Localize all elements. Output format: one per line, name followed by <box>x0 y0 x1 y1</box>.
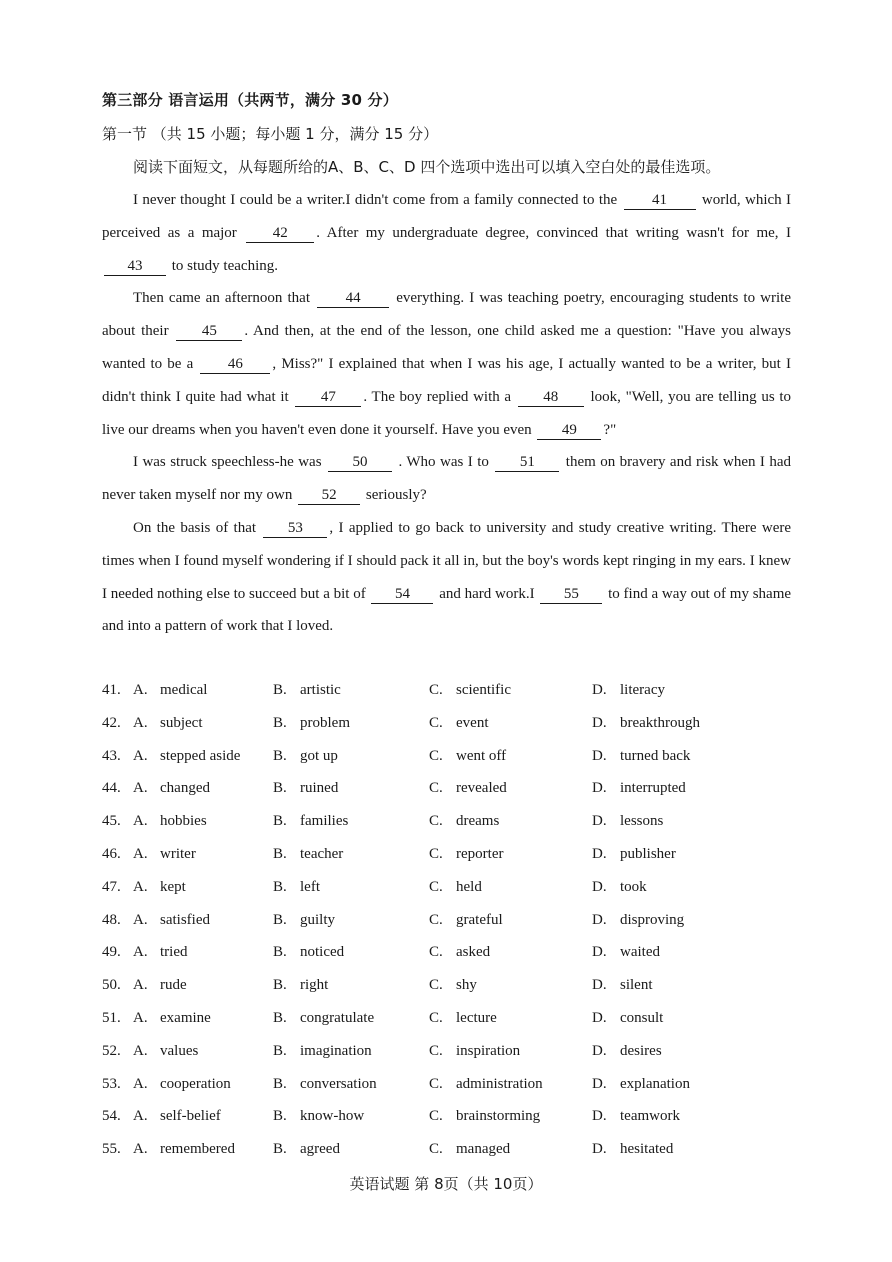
option-row <box>102 906 802 939</box>
option-b-text: problem <box>300 714 350 731</box>
blank-46: 46 <box>200 356 270 374</box>
option-row <box>102 1004 802 1037</box>
option-c-text: asked <box>456 944 491 961</box>
option-letter-c: C. <box>429 714 443 731</box>
option-letter-d: D. <box>592 845 607 862</box>
question-number: 41. <box>102 682 121 698</box>
option-letter-a: A. <box>133 1108 148 1125</box>
option-d-text: explanation <box>620 1075 690 1092</box>
option-c-text: shy <box>456 977 477 994</box>
option-letter-d: D. <box>592 1141 607 1158</box>
option-letter-b: B. <box>273 747 287 764</box>
passage-text: ?" <box>603 421 617 438</box>
option-a-text: remembered <box>160 1141 235 1158</box>
blank-43: 43 <box>104 258 166 276</box>
option-a-text: medical <box>160 682 208 698</box>
option-d-text: turned back <box>620 747 691 764</box>
question-number: 54. <box>102 1108 121 1125</box>
option-letter-d: D. <box>592 714 607 731</box>
option-d-text: hesitated <box>620 1141 674 1158</box>
option-letter-d: D. <box>592 878 607 895</box>
option-b-text: imagination <box>300 1042 372 1059</box>
passage-text: , I applied to go back to university and study creative writing. There were times when I found myself wondering if I should pack it all in, but the boy's words kept ringing in my ears. I knew I needed nothing else to succeed but a bit of <box>102 519 792 602</box>
blank-42: 42 <box>246 225 314 243</box>
option-letter-c: C. <box>429 747 443 764</box>
option-a-text: cooperation <box>160 1075 231 1092</box>
option-a-text: values <box>160 1042 199 1059</box>
option-b-text: conversation <box>300 1075 377 1092</box>
blank-52: 52 <box>298 487 360 505</box>
option-a-text: kept <box>160 878 186 895</box>
option-letter-d: D. <box>592 977 607 994</box>
option-letter-b: B. <box>273 911 287 928</box>
option-letter-c: C. <box>429 780 443 797</box>
option-a-text: stepped aside <box>160 747 241 764</box>
option-c-text: revealed <box>456 780 507 797</box>
option-letter-c: C. <box>429 1009 443 1026</box>
option-letter-a: A. <box>133 747 148 764</box>
option-row <box>102 971 802 1004</box>
passage-text: . The boy replied with a <box>363 388 512 405</box>
option-letter-c: C. <box>429 682 443 698</box>
option-row <box>102 1070 802 1103</box>
blank-54: 54 <box>371 586 433 604</box>
question-number: 42. <box>102 714 121 731</box>
option-row <box>102 807 802 840</box>
option-letter-a: A. <box>133 845 148 862</box>
option-letter-b: B. <box>273 1042 287 1059</box>
passage-paragraph-2 <box>102 282 791 446</box>
option-b-text: families <box>300 813 349 830</box>
option-a-text: changed <box>160 780 210 797</box>
option-c-text: scientific <box>456 682 511 698</box>
option-b-text: noticed <box>300 944 345 961</box>
option-c-text: managed <box>456 1141 511 1158</box>
question-number: 43. <box>102 747 121 764</box>
option-letter-a: A. <box>133 977 148 994</box>
option-row <box>102 840 802 873</box>
question-number: 53. <box>102 1075 121 1092</box>
option-d-text: interrupted <box>620 780 686 797</box>
option-letter-c: C. <box>429 911 443 928</box>
blank-53: 53 <box>263 520 327 538</box>
option-row <box>102 676 802 709</box>
option-c-text: went off <box>456 747 507 764</box>
option-letter-d: D. <box>592 1075 607 1092</box>
option-letter-b: B. <box>273 1108 287 1125</box>
option-letter-a: A. <box>133 1042 148 1059</box>
option-letter-a: A. <box>133 1141 148 1158</box>
passage-text: seriously? <box>365 487 427 504</box>
option-row <box>102 873 802 906</box>
option-b-text: agreed <box>300 1141 340 1158</box>
option-row <box>102 938 802 971</box>
option-letter-d: D. <box>592 944 607 961</box>
option-b-text: teacher <box>300 845 344 862</box>
option-b-text: congratulate <box>300 1009 375 1026</box>
option-d-text: literacy <box>620 682 665 698</box>
blank-48: 48 <box>518 389 584 407</box>
blank-45: 45 <box>176 323 242 341</box>
blank-41: 41 <box>624 192 696 210</box>
option-d-text: teamwork <box>620 1108 680 1125</box>
option-c-text: held <box>456 878 482 895</box>
question-number: 50. <box>102 977 121 994</box>
option-letter-b: B. <box>273 714 287 731</box>
option-letter-c: C. <box>429 1042 443 1059</box>
option-letter-a: A. <box>133 878 148 895</box>
cloze-passage <box>102 184 791 643</box>
option-letter-c: C. <box>429 977 443 994</box>
option-letter-b: B. <box>273 878 287 895</box>
option-d-text: disproving <box>620 911 685 928</box>
passage-text: On the basis of that <box>133 519 257 536</box>
option-a-text: tried <box>160 944 188 961</box>
option-letter-c: C. <box>429 1108 443 1125</box>
passage-paragraph-1 <box>102 184 791 282</box>
option-letter-c: C. <box>429 813 443 830</box>
option-letter-b: B. <box>273 977 287 994</box>
question-number: 49. <box>102 944 121 961</box>
option-letter-b: B. <box>273 845 287 862</box>
passage-text: everything. I was teaching poetry, encouraging students to write about their <box>102 290 791 340</box>
option-letter-b: B. <box>273 682 287 698</box>
passage-text: them on bravery and risk when I had never taken myself nor my own <box>102 454 792 504</box>
blank-51: 51 <box>495 454 559 472</box>
option-d-text: took <box>620 878 647 895</box>
option-letter-d: D. <box>592 780 607 797</box>
question-number: 48. <box>102 911 121 928</box>
option-a-text: examine <box>160 1009 211 1026</box>
passage-text: to find a way out of my shame and into a pattern of work that I loved. <box>102 585 792 635</box>
option-letter-b: B. <box>273 780 287 797</box>
passage-text: . Who was I to <box>398 454 489 471</box>
option-a-text: satisfied <box>160 911 210 928</box>
option-c-text: lecture <box>456 1009 497 1026</box>
option-b-text: right <box>300 977 329 994</box>
option-c-text: grateful <box>456 911 503 928</box>
option-letter-a: A. <box>133 1075 148 1092</box>
option-letter-b: B. <box>273 1075 287 1092</box>
option-letter-a: A. <box>133 780 148 797</box>
section-title: 第三部分 语言运用（共两节，满分 30 分） <box>102 91 398 109</box>
option-c-text: event <box>456 714 489 731</box>
blank-47: 47 <box>295 389 361 407</box>
option-row <box>102 1135 802 1168</box>
passage-text: , Miss?" I explained that when I was his age, I actually wanted to be a writer, but I didn't think I quite had what it <box>102 355 791 405</box>
instruction-text: 阅读下面短文，从每题所给的A、B、C、D 四个选项中选出可以填入空白处的最佳选项。 <box>133 158 721 176</box>
option-d-text: desires <box>620 1042 662 1059</box>
page-footer: 英语试题 第 8页（共 10页） <box>349 1175 543 1193</box>
option-letter-a: A. <box>133 911 148 928</box>
option-b-text: ruined <box>300 780 339 797</box>
passage-text: to study teaching. <box>171 257 278 274</box>
option-letter-c: C. <box>429 944 443 961</box>
passage-text: I never thought I could be a writer.I didn't come from a family connected to the <box>133 192 618 208</box>
question-number: 51. <box>102 1009 121 1026</box>
blank-49: 49 <box>537 422 601 440</box>
question-number: 44. <box>102 780 121 797</box>
passage-text: . And then, at the end of the lesson, one child asked me a question: "Have you always wanted to be a <box>102 323 791 372</box>
question-number: 45. <box>102 813 121 830</box>
option-d-text: publisher <box>620 845 676 862</box>
option-letter-a: A. <box>133 944 148 961</box>
option-letter-b: B. <box>273 944 287 961</box>
option-letter-c: C. <box>429 878 443 895</box>
blank-55: 55 <box>540 586 602 604</box>
blank-50: 50 <box>328 454 392 472</box>
option-c-text: inspiration <box>456 1042 521 1059</box>
option-b-text: know-how <box>300 1108 365 1125</box>
option-a-text: self-belief <box>160 1108 221 1125</box>
option-letter-d: D. <box>592 747 607 764</box>
option-letter-a: A. <box>133 682 148 698</box>
option-a-text: hobbies <box>160 813 207 830</box>
option-row <box>102 1037 802 1070</box>
question-number: 47. <box>102 878 121 895</box>
passage-text: I was struck speechless-he was <box>133 454 322 471</box>
passage-text: world, which I perceived as a major <box>102 192 792 241</box>
option-row <box>102 774 802 807</box>
option-d-text: breakthrough <box>620 714 700 731</box>
subsection-title: 第一节 （共 15 小题；每小题 1 分，满分 15 分） <box>102 125 439 143</box>
question-number: 46. <box>102 845 121 862</box>
option-letter-c: C. <box>429 1141 443 1158</box>
option-letter-d: D. <box>592 1042 607 1059</box>
option-letter-d: D. <box>592 1009 607 1026</box>
option-c-text: administration <box>456 1075 543 1092</box>
option-letter-b: B. <box>273 813 287 830</box>
option-letter-d: D. <box>592 813 607 830</box>
option-c-text: dreams <box>456 813 500 830</box>
option-letter-b: B. <box>273 1009 287 1026</box>
passage-text: and hard work.I <box>439 585 535 602</box>
option-row <box>102 1102 802 1135</box>
option-d-text: silent <box>620 977 653 994</box>
option-letter-a: A. <box>133 714 148 731</box>
passage-text: Then came an afternoon that <box>133 290 311 307</box>
option-row <box>102 742 802 775</box>
option-letter-b: B. <box>273 1141 287 1158</box>
option-a-text: writer <box>160 845 196 862</box>
option-letter-a: A. <box>133 1009 148 1026</box>
question-number: 55. <box>102 1141 121 1158</box>
option-a-text: subject <box>160 714 203 731</box>
option-letter-c: C. <box>429 845 443 862</box>
option-letter-c: C. <box>429 1075 443 1092</box>
option-c-text: reporter <box>456 845 504 862</box>
option-b-text: left <box>300 878 320 895</box>
options-list <box>102 676 802 1168</box>
option-letter-d: D. <box>592 682 607 698</box>
option-letter-a: A. <box>133 813 148 830</box>
blank-44: 44 <box>317 290 389 308</box>
option-c-text: brainstorming <box>456 1108 541 1125</box>
passage-paragraph-4 <box>102 512 791 643</box>
option-d-text: lessons <box>620 813 664 830</box>
option-d-text: waited <box>620 944 660 961</box>
option-d-text: consult <box>620 1009 664 1026</box>
option-row <box>102 709 802 742</box>
question-number: 52. <box>102 1042 121 1059</box>
passage-text: . After my undergraduate degree, convinced that writing wasn't for me, I <box>316 224 792 241</box>
passage-paragraph-3 <box>102 446 791 512</box>
option-letter-d: D. <box>592 1108 607 1125</box>
passage-text: look, "Well, you are telling us to live our dreams when you haven't even done it yourself. Have you even <box>102 388 792 438</box>
option-a-text: rude <box>160 977 187 994</box>
option-b-text: got up <box>300 747 338 764</box>
option-b-text: guilty <box>300 911 336 928</box>
option-letter-d: D. <box>592 911 607 928</box>
option-b-text: artistic <box>300 682 341 698</box>
